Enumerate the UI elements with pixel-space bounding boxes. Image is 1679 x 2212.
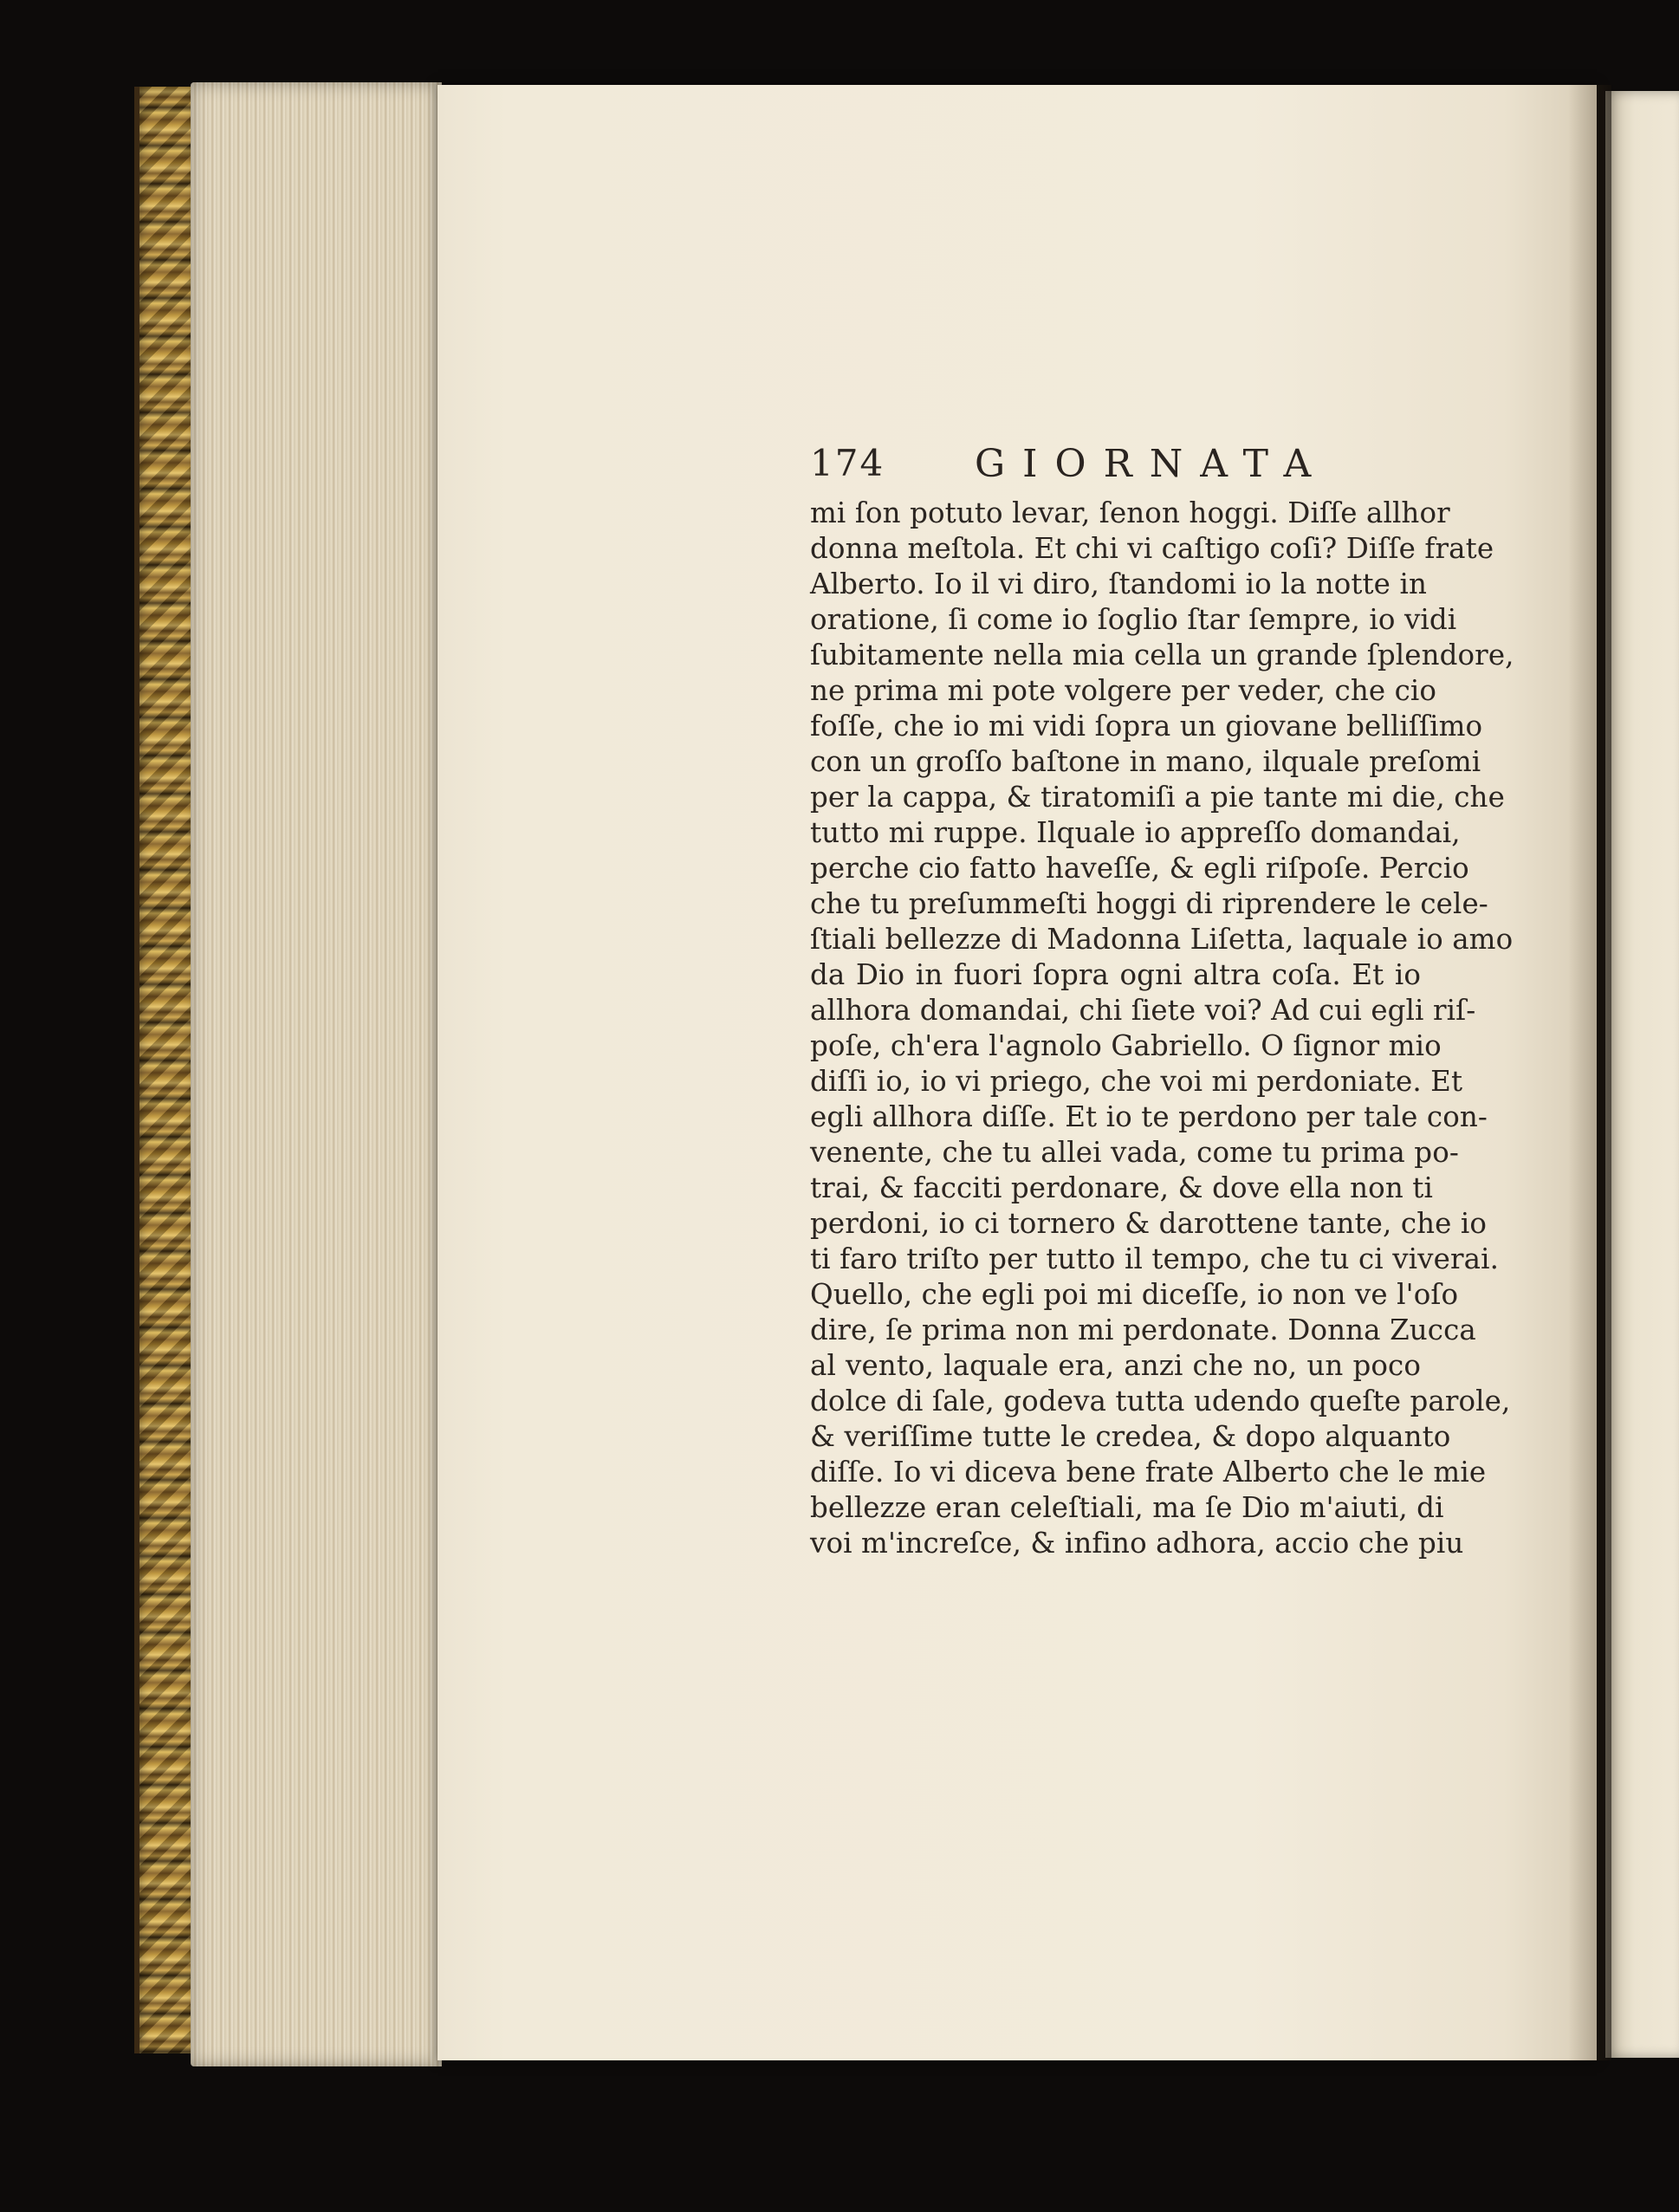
text-line: per la cappa, & tiratomiſi a pie tante mi die, che [810, 781, 1505, 814]
text-line: da Dio in fuori ſopra ogni altra coſa. Et io [810, 958, 1421, 991]
text-line: oratione, ſi come io ſoglio ſtar ſempre, io vidi [810, 603, 1457, 636]
text-line: egli allhora diſſe. Et io te perdono per tale con- [810, 1100, 1488, 1133]
page-header [810, 442, 1330, 494]
text-line: perdoni, io ci tornero & darottene tante, che io [810, 1207, 1488, 1240]
text-line: allhora domandai, chi ſiete voi? Ad cui egli riſ- [810, 994, 1476, 1027]
text-line: Quello, che egli poi mi diceſſe, io non ve l'oſo [810, 1278, 1459, 1311]
page-edges [191, 82, 442, 2066]
gutter-shadow [1568, 85, 1611, 2060]
text-line: che tu preſummeſti hoggi di riprendere le cele- [810, 887, 1488, 920]
running-head: GIORNATA [975, 442, 1329, 486]
text-line: Alberto. Io il vi diro, ſtandomi io la notte in [810, 568, 1427, 600]
text-line: tutto mi ruppe. Ilquale io appreſſo domandai, [810, 816, 1461, 849]
book-spine [134, 87, 199, 2053]
text-line: dire, ſe prima non mi perdonate. Donna Zucca [810, 1314, 1476, 1346]
text-line: venente, che tu allei vada, come tu prima po- [810, 1136, 1459, 1169]
page-number: 174 [810, 442, 885, 484]
body-text [810, 496, 1514, 1561]
text-line: bellezze eran celeſtiali, ma ſe Dio m'aiuti, di [810, 1491, 1444, 1524]
text-line: voi m'increſce, & infino adhora, accio che piu [810, 1527, 1464, 1560]
text-line: & veriſſime tutte le credea, & dopo alquanto [810, 1420, 1451, 1453]
text-line: ſtiali bellezze di Madonna Liſetta, laquale io amo [810, 923, 1514, 956]
text-line: dolce di ſale, godeva tutta udendo queſte parole, [810, 1385, 1511, 1417]
text-line: mi ſon potuto levar, ſenon hoggi. Diſſe allhor [810, 496, 1450, 529]
text-line: perche cio fatto haveſſe, & egli riſpoſe. Percio [810, 852, 1469, 885]
text-line: foſſe, che io mi vidi ſopra un giovane belliſſimo [810, 710, 1483, 743]
text-line: poſe, ch'era l'agnolo Gabriello. O ſignor mio [810, 1029, 1442, 1062]
text-line: ne prima mi pote volgere per veder, che cio [810, 674, 1437, 707]
text-line: ti faro triſto per tutto il tempo, che tu ci viverai. [810, 1242, 1500, 1275]
text-line: donna meſtola. Et chi vi caſtigo coſi? Diſſe frate [810, 532, 1494, 565]
text-line: trai, & facciti perdonare, & dove ella non ti [810, 1171, 1433, 1204]
facing-page [1605, 91, 1679, 2058]
text-line: ſubitamente nella mia cella un grande ſplendore, [810, 639, 1514, 671]
text-line: con un groſſo baſtone in mano, ilquale preſomi [810, 745, 1481, 778]
text-line: al vento, laquale era, anzi che no, un poco [810, 1349, 1421, 1382]
text-line: diſſe. Io vi diceva bene frate Alberto che le mie [810, 1456, 1487, 1489]
text-line: diſſi io, io vi priego, che voi mi perdoniate. Et [810, 1065, 1463, 1098]
